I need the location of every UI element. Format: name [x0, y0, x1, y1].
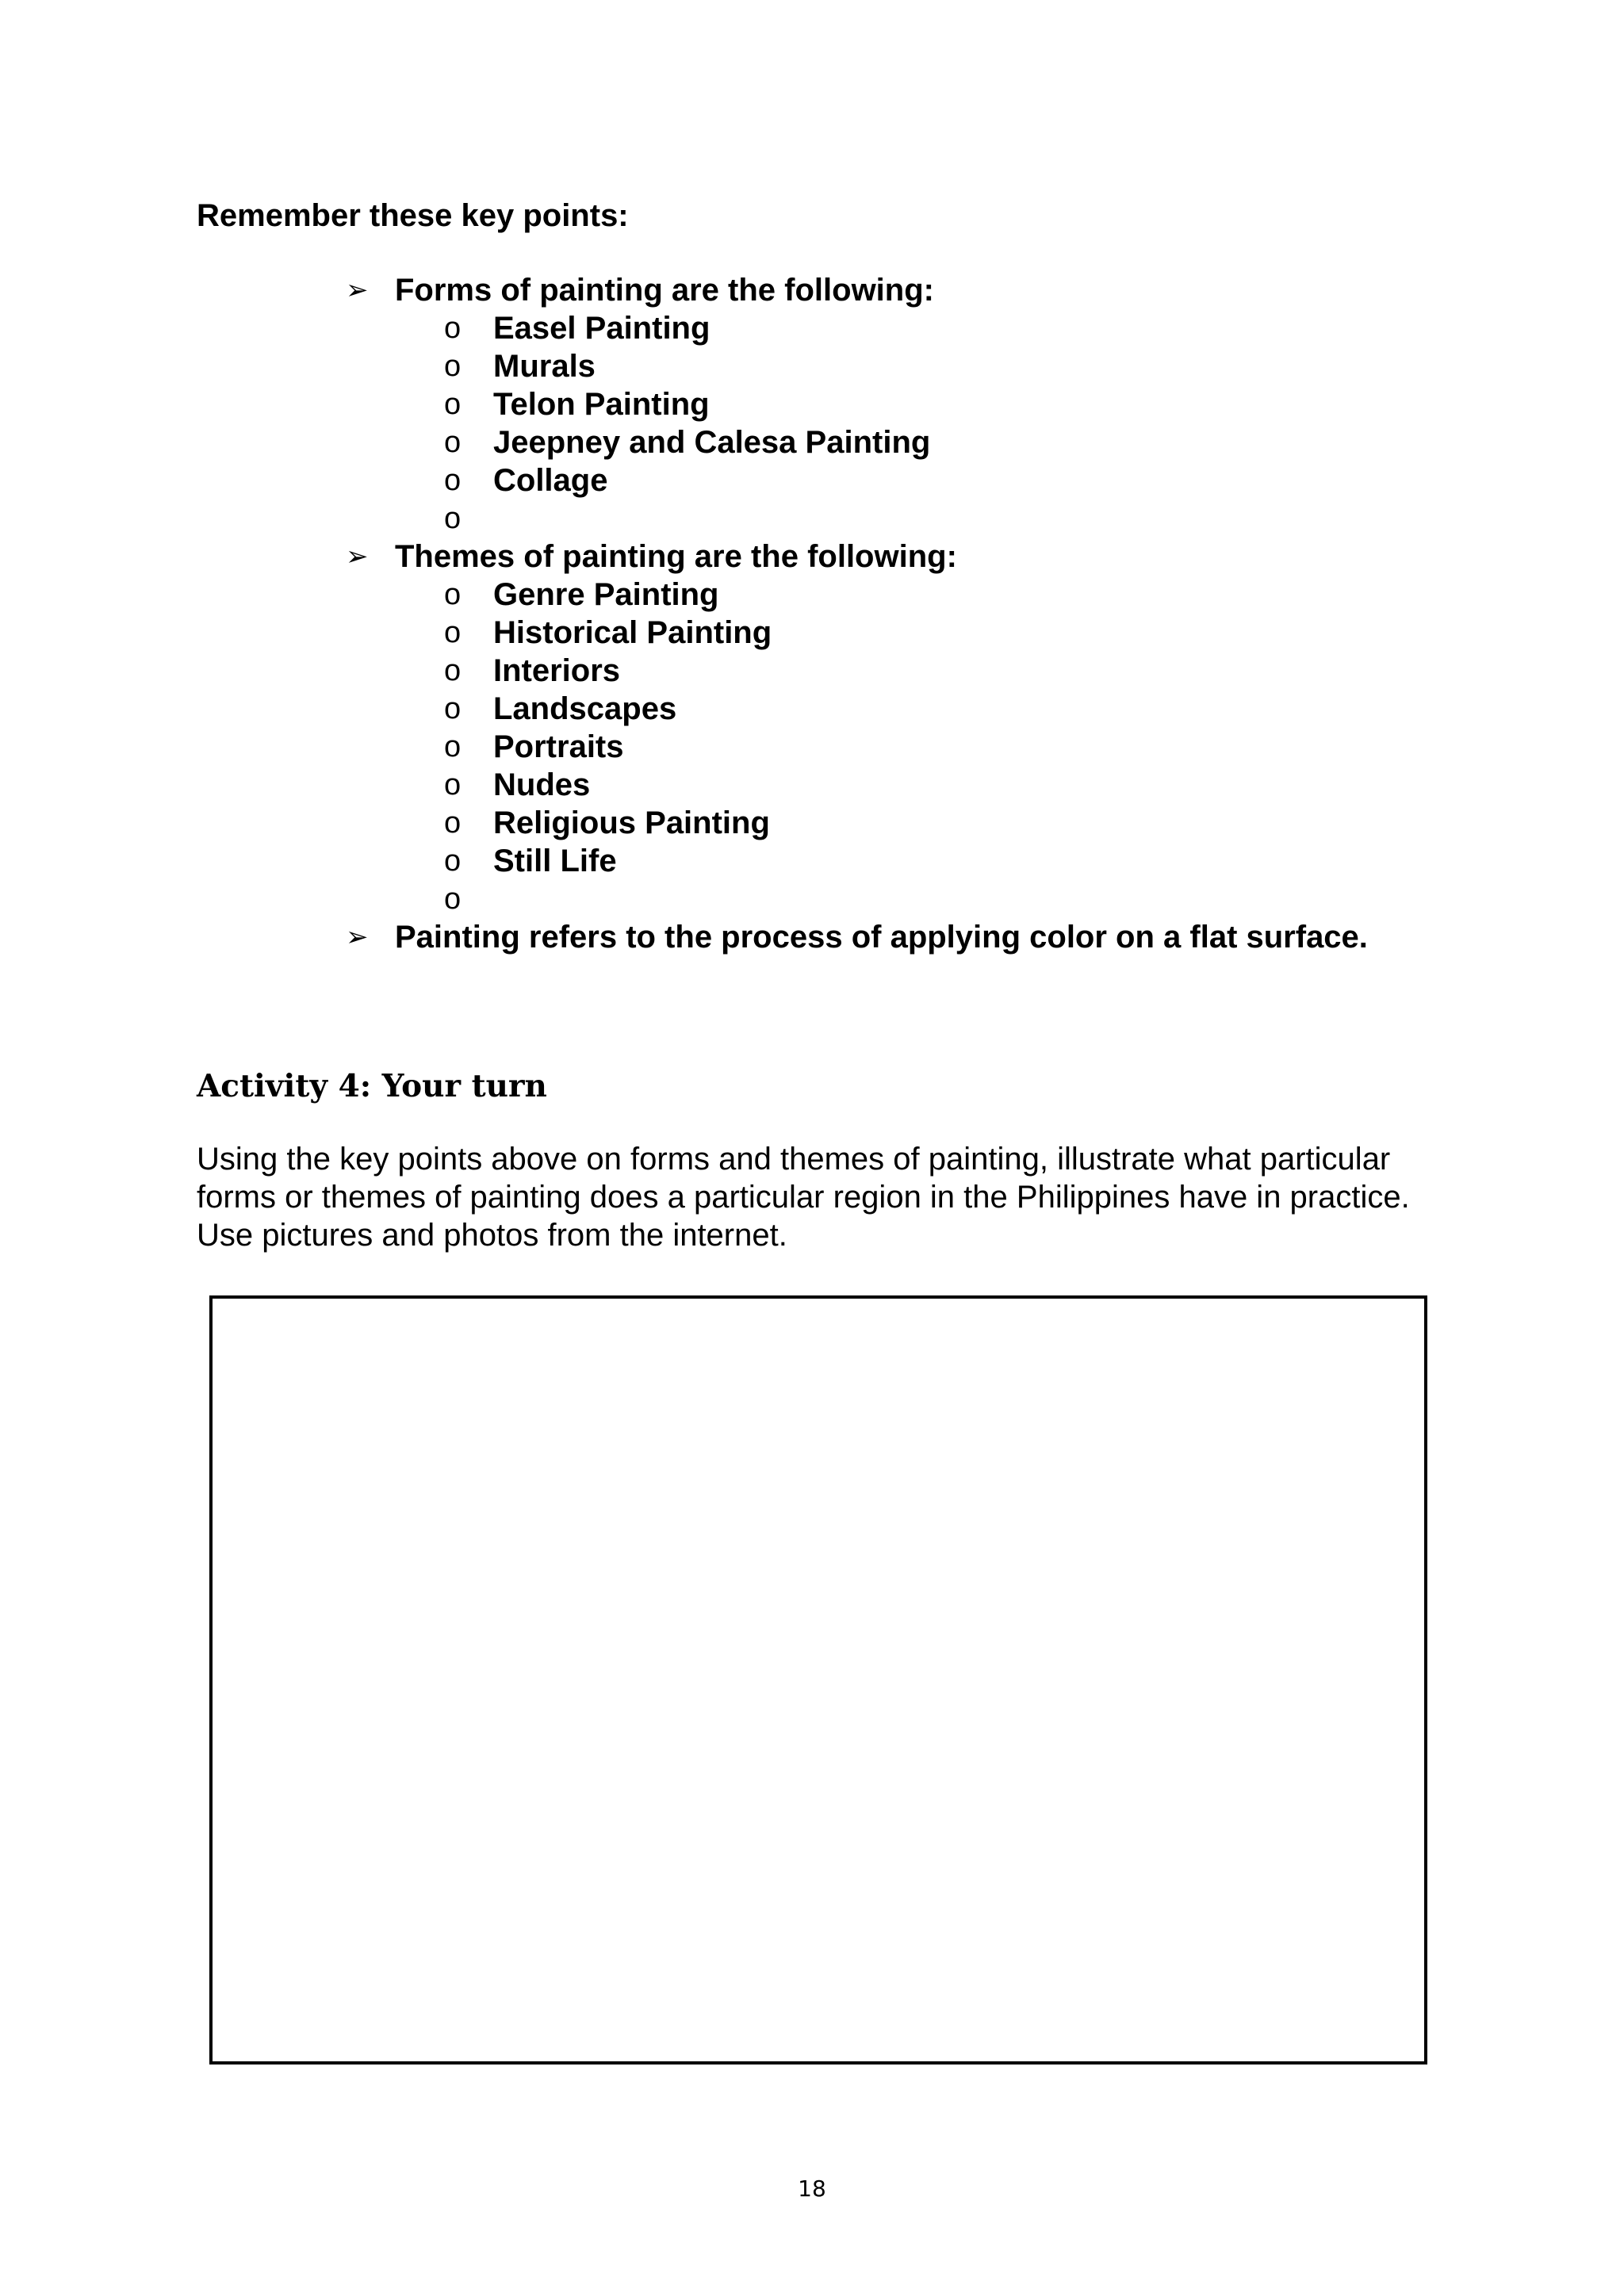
- hollow-circle-bullet-icon: o: [444, 426, 462, 459]
- activity-title: Activity 4: Your turn: [197, 1068, 547, 1104]
- hollow-circle-bullet-icon: o: [444, 806, 462, 840]
- theme-item-label: Portraits: [493, 729, 624, 764]
- page-number: 18: [798, 2175, 826, 2202]
- theme-item-label: Landscapes: [493, 691, 677, 726]
- hollow-circle-bullet-icon: o: [444, 350, 462, 383]
- forms-heading: Forms of painting are the following:: [395, 273, 934, 308]
- hollow-circle-bullet-icon: o: [444, 388, 462, 421]
- theme-item-label: Historical Painting: [493, 615, 772, 650]
- key-points-list: [0, 0, 1624, 991]
- hollow-circle-bullet-icon: o: [444, 578, 462, 611]
- hollow-circle-bullet-icon: o: [444, 502, 462, 535]
- arrowhead-bullet-icon: ➢: [346, 275, 369, 305]
- painting-definition: Painting refers to the process of applying color on a flat surface.: [395, 920, 1368, 955]
- arrowhead-bullet-icon: ➢: [346, 922, 369, 952]
- key-points-heading: Remember these key points:: [197, 198, 629, 233]
- theme-item-label: Religious Painting: [493, 806, 770, 840]
- form-item-label: Telon Painting: [493, 387, 710, 422]
- hollow-circle-bullet-icon: o: [444, 692, 462, 725]
- answer-box[interactable]: [209, 1295, 1427, 2064]
- theme-item-label: Nudes: [493, 767, 591, 802]
- hollow-circle-bullet-icon: o: [444, 844, 462, 878]
- form-item-label: Jeepney and Calesa Painting: [493, 425, 931, 460]
- hollow-circle-bullet-icon: o: [444, 882, 462, 916]
- activity-instructions: [197, 1140, 1465, 1254]
- themes-heading: Themes of painting are the following:: [395, 539, 957, 574]
- instruction-line: forms or themes of painting does a particular region in the Philippines have in practice.: [197, 1180, 1410, 1215]
- hollow-circle-bullet-icon: o: [444, 654, 462, 687]
- theme-item-label: Still Life: [493, 844, 617, 878]
- form-item-label: Murals: [493, 349, 596, 384]
- hollow-circle-bullet-icon: o: [444, 768, 462, 802]
- instruction-line: Using the key points above on forms and themes of painting, illustrate what particular: [197, 1142, 1391, 1177]
- hollow-circle-bullet-icon: o: [444, 312, 462, 345]
- hollow-circle-bullet-icon: o: [444, 730, 462, 763]
- hollow-circle-bullet-icon: o: [444, 464, 462, 497]
- hollow-circle-bullet-icon: o: [444, 616, 462, 649]
- theme-item-label: Interiors: [493, 653, 621, 688]
- form-item-label: Easel Painting: [493, 311, 710, 346]
- form-item-label: Collage: [493, 463, 608, 498]
- theme-item-label: Genre Painting: [493, 577, 719, 612]
- arrowhead-bullet-icon: ➢: [346, 541, 369, 572]
- instruction-line: Use pictures and photos from the internet.: [197, 1218, 787, 1253]
